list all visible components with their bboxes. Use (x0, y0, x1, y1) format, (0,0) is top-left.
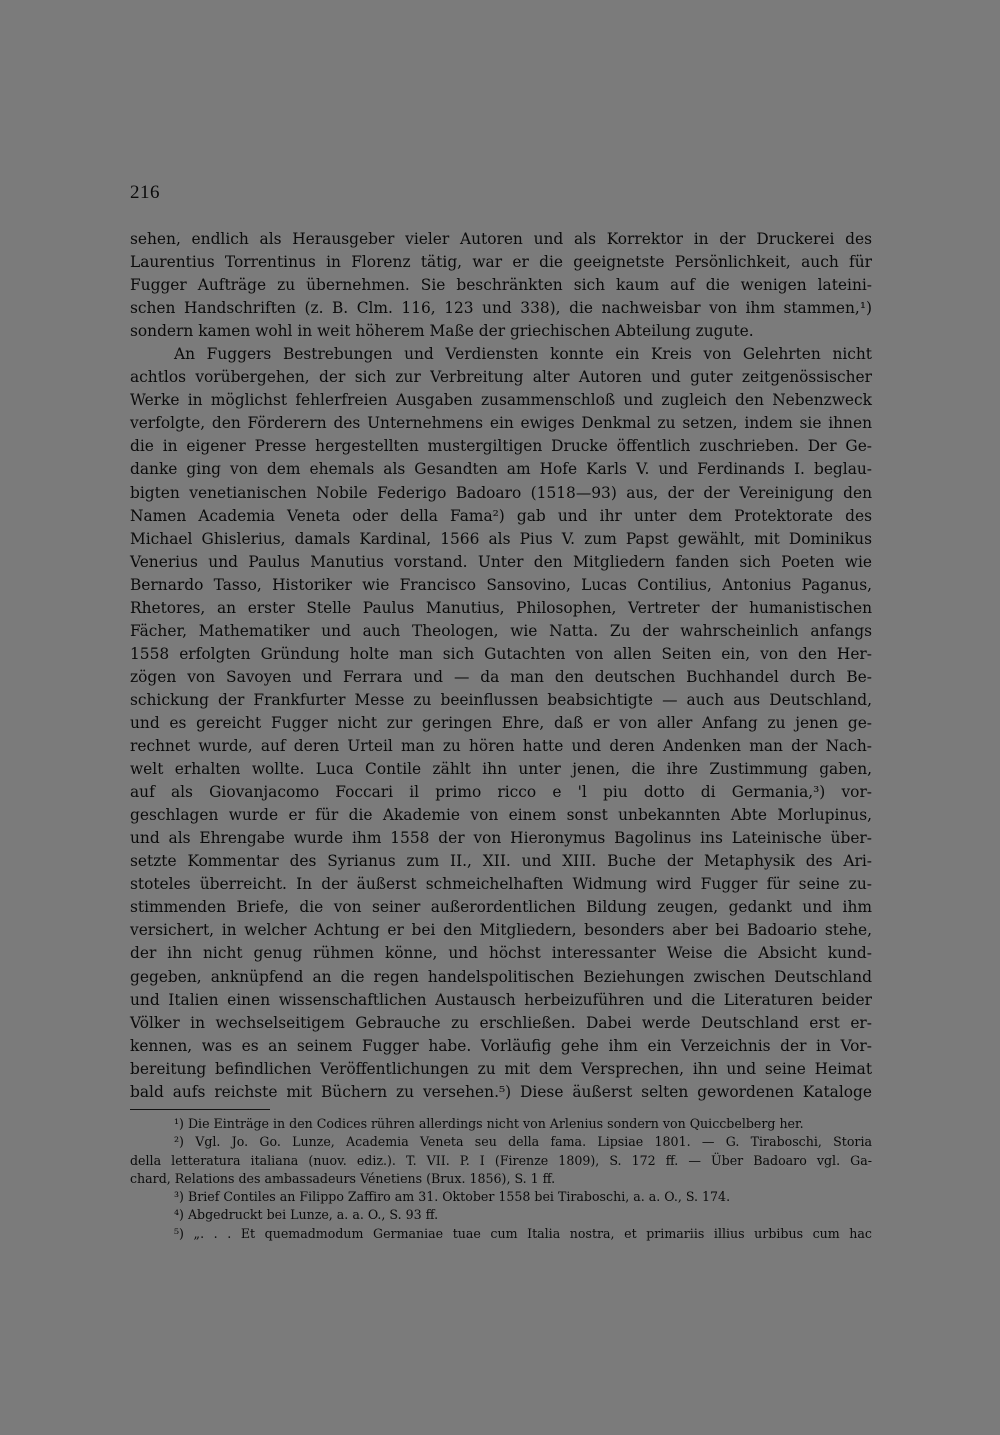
page-number: 216 (130, 182, 160, 203)
footnote (130, 1225, 872, 1243)
paragraph (130, 228, 872, 343)
paragraph (130, 343, 872, 1104)
footnote-rule (130, 1109, 270, 1110)
body-text (130, 228, 872, 1104)
text-line: kennen, was es an seinem Fugger habe. Vorläufig gehe ihm ein Verzeichnis der in Vor- (130, 1036, 872, 1055)
footnote-line: ¹) Die Einträge in den Codices rühren allerdings nicht von Arlenius sondern von Quiccbelberg her. (174, 1116, 804, 1131)
text-line: Rhetores, an erster Stelle Paulus Manutius, Philosophen, Vertreter der humanistischen (130, 598, 872, 617)
text-line: bigten venetianischen Nobile Federigo Badoaro (1518—93) aus, der der Vereinigung den (130, 483, 872, 502)
text-line: stimmenden Briefe, die von seiner außerordentlichen Bildung zeugen, gedankt und ihm (130, 898, 872, 917)
footnote-line: della letteratura italiana (nuov. ediz.). T. VII. P. I (Firenze 1809), S. 172 ff. — Über Badoaro vgl. Ga- (130, 1152, 872, 1168)
footnote (130, 1133, 872, 1188)
text-line: Laurentius Torrentinus in Florenz tätig, war er die geeignetste Persönlichkeit, auch für (130, 253, 872, 272)
text-line: Fugger Aufträge zu übernehmen. Sie beschränkten sich kaum auf die wenigen lateini- (130, 276, 872, 295)
text-line: sondern kamen wohl in weit höherem Maße der griechischen Abteilung zugute. (130, 322, 754, 341)
text-line: geschlagen wurde er für die Akademie von einem sonst unbekannten Abte Morlupinus, (130, 806, 872, 825)
text-line: setzte Kommentar des Syrianus zum II., XII. und XIII. Buche der Metaphysik des Ari- (130, 852, 872, 871)
text-line: versichert, in welcher Achtung er bei den Mitgliedern, besonders aber bei Badoario stehe, (130, 921, 872, 940)
text-line: und als Ehrengabe wurde ihm 1558 der von Hieronymus Bagolinus ins Lateinische über- (130, 829, 872, 848)
text-line: und es gereicht Fugger nicht zur geringen Ehre, daß er von aller Anfang zu jenen ge- (130, 713, 872, 732)
text-line: die in eigener Presse hergestellten mustergiltigen Drucke öffentlich zuschrieben. Der Ge- (130, 437, 872, 456)
text-line: danke ging von dem ehemals als Gesandten am Hofe Karls V. und Ferdinands I. beglau- (130, 460, 872, 479)
footnote-line: ²) Vgl. Jo. Go. Lunze, Academia Veneta seu della fama. Lipsiae 1801. — G. Tiraboschi, Storia (174, 1134, 872, 1150)
text-line: Werke in möglichst fehlerfreien Ausgaben zusammenschloß und zugleich den Nebenzweck (130, 391, 872, 410)
text-line: achtlos vorübergehen, der sich zur Verbreitung alter Autoren und guter zeitgenössischer (130, 368, 872, 387)
footnote (130, 1206, 872, 1224)
text-line: rechnet wurde, auf deren Urteil man zu hören hatte und deren Andenken man der Nach- (130, 737, 872, 756)
text-line: schickung der Frankfurter Messe zu beeinflussen beabsichtigte — auch aus Deutschland, (130, 690, 872, 709)
text-line: der ihn nicht genug rühmen könne, und höchst interessanter Weise die Absicht kund- (130, 944, 872, 963)
text-line: gegeben, anknüpfend an die regen handelspolitischen Beziehungen zwischen Deutschland (130, 967, 872, 986)
text-line: An Fuggers Bestrebungen und Verdiensten konnte ein Kreis von Gelehrten nicht (174, 345, 872, 364)
text-line: Michael Ghislerius, damals Kardinal, 1566 als Pius V. zum Papst gewählt, mit Dominikus (130, 529, 872, 548)
footnote (130, 1115, 872, 1133)
text-line: Fächer, Mathematiker und auch Theologen, wie Natta. Zu der wahrscheinlich anfangs (130, 621, 872, 640)
footnote-line: ³) Brief Contiles an Filippo Zaffiro am 31. Oktober 1558 bei Tiraboschi, a. a. O., S. 174. (174, 1189, 731, 1205)
text-line: verfolgte, den Förderern des Unternehmens ein ewiges Denkmal zu setzen, indem sie ihnen (130, 414, 872, 433)
text-line: bereitung befindlichen Veröffentlichungen zu mit dem Versprechen, ihn und seine Heimat (130, 1059, 872, 1078)
text-line: Bernardo Tasso, Historiker wie Francisco Sansovino, Lucas Contilius, Antonius Paganus, (130, 575, 872, 594)
text-line: und Italien einen wissenschaftlichen Austausch herbeizuführen und die Literaturen beider (130, 990, 872, 1009)
text-line: Völker in wechselseitigem Gebrauche zu erschließen. Dabei werde Deutschland erst er- (130, 1013, 872, 1032)
footnote (130, 1188, 872, 1206)
text-line: 1558 erfolgten Gründung holte man sich Gutachten von allen Seiten ein, von den Her- (130, 644, 872, 663)
text-line: zögen von Savoyen und Ferrara und — da man den deutschen Buchhandel durch Be- (130, 667, 872, 686)
text-line: bald aufs reichste mit Büchern zu versehen.⁵) Diese äußerst selten gewordenen Kataloge (130, 1082, 872, 1101)
footnote-line: ⁴) Abgedruckt bei Lunze, a. a. O., S. 93 ff. (174, 1207, 439, 1223)
text-line: sehen, endlich als Herausgeber vieler Autoren und als Korrektor in der Druckerei des (130, 230, 872, 248)
footnotes (130, 1115, 872, 1243)
text-line: schen Handschriften (z. B. Clm. 116, 123 und 338), die nachweisbar von ihm stammen,¹) (130, 299, 872, 318)
text-line: auf als Giovanjacomo Foccari il primo ricco e 'l piu dotto di Germania,³) vor- (130, 783, 872, 802)
text-line: welt erhalten wollte. Luca Contile zählt ihn unter jenen, die ihre Zustimmung gaben, (130, 760, 872, 779)
text-line: stoteles überreicht. In der äußerst schmeichelhaften Widmung wird Fugger für seine zu- (130, 875, 872, 894)
text-line: Venerius und Paulus Manutius vorstand. Unter den Mitgliedern fanden sich Poeten wie (130, 552, 872, 571)
footnote-line: chard, Relations des ambassadeurs Vénetiens (Brux. 1856), S. 1 ff. (130, 1170, 556, 1186)
text-line: Namen Academia Veneta oder della Fama²) gab und ihr unter dem Protektorate des (130, 506, 872, 525)
footnote-line: ⁵) „. . . Et quemadmodum Germaniae tuae cum Italia nostra, et primariis illius urbibus cum hac (174, 1225, 872, 1241)
